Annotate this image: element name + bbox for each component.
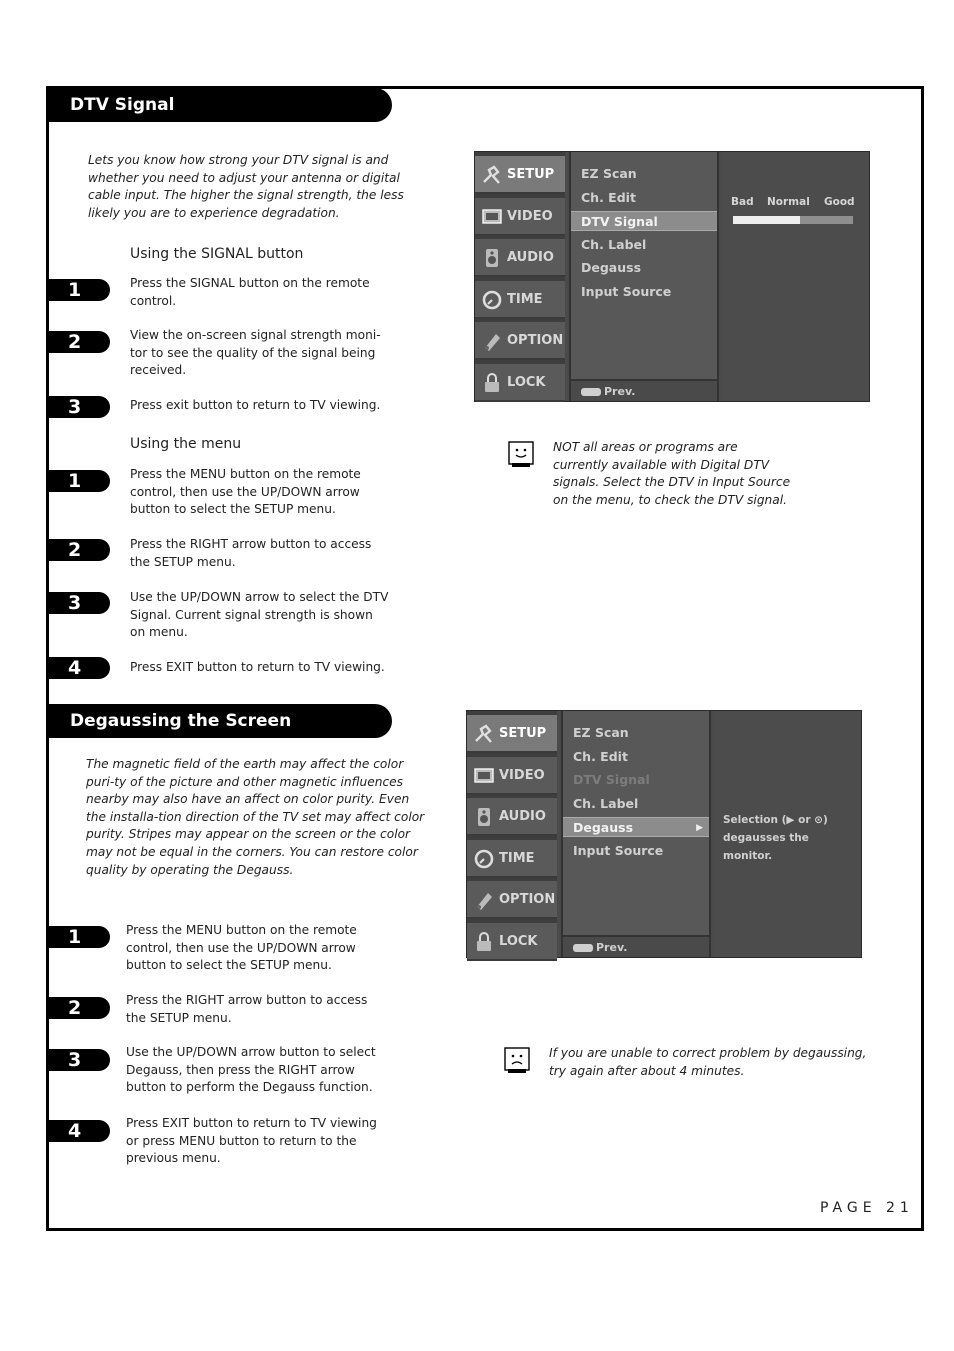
menu-nav-label: TIME — [507, 291, 543, 307]
step-badge: 3 — [46, 1049, 110, 1071]
signal-button-heading: Using the SIGNAL button — [130, 246, 304, 262]
menu-nav-audio[interactable] — [475, 239, 565, 277]
menu-sub-ch-edit[interactable]: Ch. Edit — [581, 189, 636, 205]
step-badge: 1 — [46, 926, 110, 948]
time-icon — [481, 289, 503, 311]
step-badge: 2 — [46, 331, 110, 353]
video-icon — [481, 206, 503, 228]
degauss-note: If you are unable to correct problem by degaussing, try again after about 4 minutes. — [549, 1046, 867, 1078]
menu-nav-lock[interactable] — [475, 364, 565, 402]
menu-detail — [721, 152, 869, 401]
menu-nav — [467, 711, 557, 957]
frown-face-icon — [504, 1047, 530, 1073]
video-icon — [473, 765, 495, 787]
step-badge: 4 — [46, 657, 110, 679]
menu-nav-setup[interactable] — [475, 156, 565, 194]
step-badge: 1 — [46, 279, 110, 301]
prev-hint — [571, 379, 717, 401]
step-text: View the on-screen signal strength moni- tor to see the quality of the signal being received. — [130, 328, 381, 378]
smile-face-icon — [508, 441, 534, 467]
setup-icon — [473, 723, 495, 745]
audio-icon — [473, 806, 495, 828]
menu-sub-input-source[interactable]: Input Source — [573, 843, 664, 858]
menu-nav-label: OPTION — [499, 892, 556, 907]
menu-nav-label: VIDEO — [499, 767, 545, 783]
signal-label-good: Good — [824, 196, 855, 208]
step-text: Press the RIGHT arrow button to access the SETUP menu. — [130, 537, 372, 569]
option-icon — [473, 889, 495, 911]
dtv-signal-screen — [474, 151, 870, 402]
step-badge: 3 — [46, 592, 110, 614]
menu-nav-label: AUDIO — [507, 250, 554, 265]
step-badge: 2 — [46, 997, 110, 1019]
page-number: PAGE 21 — [820, 1200, 914, 1216]
menu-nav — [475, 152, 565, 401]
step-badge: 2 — [46, 539, 110, 561]
menu-sub-degauss[interactable]: Degauss — [581, 260, 642, 276]
signal-label-bad: Bad — [731, 196, 754, 208]
menu-nav-time[interactable] — [467, 840, 557, 878]
degauss-message: Selection (▶ or ⊙) degausses the monitor. — [723, 814, 828, 862]
menu-detail — [713, 711, 861, 957]
menu-nav-audio[interactable] — [467, 798, 557, 836]
step-badge: 4 — [46, 1120, 110, 1142]
menu-nav-label: SETUP — [507, 167, 555, 182]
menu-nav-video[interactable] — [475, 198, 565, 236]
dtv-signal-header — [46, 88, 392, 122]
signal-strength-bar — [733, 216, 853, 224]
step-text: Press EXIT button to return to TV viewing. — [130, 660, 385, 674]
menu-heading: Using the menu — [130, 436, 242, 452]
menu-sub-ez-scan[interactable]: EZ Scan — [581, 166, 637, 181]
step-text: Press the MENU button on the remote control, then use the UP/DOWN arrow button to select the SETUP menu. — [126, 923, 357, 973]
menu-nav-label: OPTION — [507, 333, 564, 348]
menu-nav-label: TIME — [499, 850, 535, 866]
option-icon — [481, 330, 503, 352]
lock-icon — [473, 931, 495, 953]
menu-nav-label: LOCK — [499, 933, 538, 949]
step-text: Use the UP/DOWN arrow to select the DTV Signal. Current signal strength is shown on menu. — [130, 590, 389, 640]
menu-submenu — [561, 711, 711, 957]
submenu-arrow-icon: ▶ — [696, 823, 703, 834]
menu-sub-degauss[interactable]: Degauss ▶ — [563, 817, 709, 837]
menu-sub-ch-edit[interactable]: Ch. Edit — [573, 748, 628, 764]
menu-sub-ch-label[interactable]: Ch. Label — [581, 236, 647, 252]
step-text: Press exit button to return to TV viewing. — [130, 398, 381, 412]
step-badge: 1 — [46, 470, 110, 492]
menu-button-icon — [581, 388, 601, 396]
prev-hint — [563, 935, 709, 957]
degauss-title: Degaussing the Screen — [70, 711, 292, 731]
degauss-screen — [466, 710, 862, 958]
menu-nav-label: SETUP — [499, 726, 547, 741]
step-text: Press the RIGHT arrow button to access the SETUP menu. — [126, 993, 368, 1025]
setup-icon — [481, 164, 503, 186]
menu-sub-dtv-signal[interactable]: DTV Signal — [571, 211, 717, 231]
menu-nav-setup[interactable] — [467, 715, 557, 753]
degauss-intro: The magnetic field of the earth may affect the color puri-ty of the picture and other magnetic influences nearby may also have an affect on color purity. Even the installa-tion direction of the TV set may affect color purity. Stripes may appear on the screen or the color may not be equal in the corners. You can restore color quality by operating the Degauss. — [86, 757, 425, 877]
menu-submenu — [569, 152, 719, 401]
dtv-note: NOT all areas or programs are currently available with Digital DTV signals. Select the DTV in Input Source on the menu, to check the DTV signal. — [553, 440, 791, 507]
lock-icon — [481, 372, 503, 394]
dtv-signal-title: DTV Signal — [70, 95, 175, 115]
step-badge: 3 — [46, 396, 110, 418]
menu-nav-time[interactable] — [475, 281, 565, 319]
step-text: Press the SIGNAL button on the remote control. — [130, 276, 370, 308]
menu-sub-ez-scan[interactable]: EZ Scan — [573, 725, 629, 740]
prev-label: Prev. — [604, 385, 636, 398]
menu-sub-dtv-signal[interactable]: DTV Signal — [573, 772, 650, 788]
menu-nav-label: AUDIO — [499, 809, 546, 824]
step-text: Use the UP/DOWN arrow button to select Degauss, then press the RIGHT arrow button to perform the Degauss function. — [126, 1045, 376, 1095]
menu-sub-ch-label[interactable]: Ch. Label — [573, 795, 639, 811]
menu-sub-input-source[interactable]: Input Source — [581, 284, 672, 299]
menu-nav-label: LOCK — [507, 374, 546, 390]
signal-label-normal: Normal — [767, 196, 810, 208]
step-text: Press EXIT button to return to TV viewing or press MENU button to return to the previous menu. — [126, 1116, 377, 1166]
degauss-header — [46, 704, 392, 738]
step-text: Press the MENU button on the remote control, then use the UP/DOWN arrow button to select the SETUP menu. — [130, 467, 361, 517]
audio-icon — [481, 247, 503, 269]
time-icon — [473, 848, 495, 870]
menu-nav-video[interactable] — [467, 757, 557, 795]
menu-nav-label: VIDEO — [507, 208, 553, 224]
prev-label: Prev. — [596, 941, 628, 954]
dtv-signal-intro: Lets you know how strong your DTV signal is and whether you need to adjust your antenna or digital cable input. The higher the signal strength, the less likely you are to experience degradation. — [88, 153, 404, 220]
menu-nav-option[interactable] — [467, 881, 557, 919]
menu-button-icon — [573, 944, 593, 952]
menu-nav-option[interactable] — [475, 322, 565, 360]
menu-nav-lock[interactable] — [467, 923, 557, 961]
signal-strength-fill — [733, 216, 800, 224]
